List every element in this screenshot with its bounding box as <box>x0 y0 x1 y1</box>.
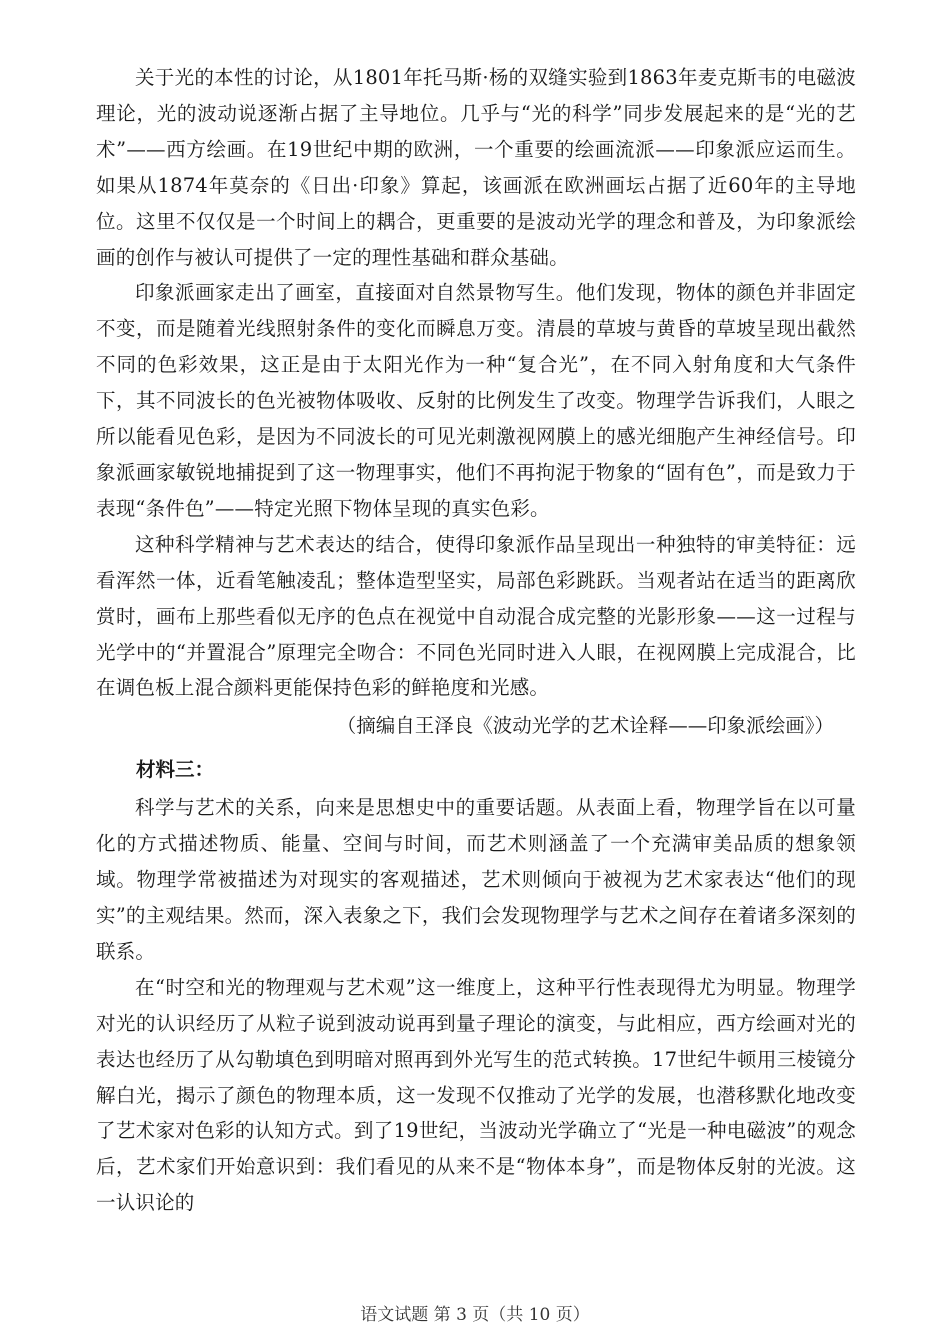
page-footer: 语文试题 第 3 页（共 10 页） <box>360 1305 590 1325</box>
paragraph-1: 关于光的本性的讨论，从1801年托马斯·杨的双缝实验到1863年麦克斯韦的电磁波理论，光的波动说逐渐占据了主导地位。几乎与“光的科学”同步发展起来的是“光的艺术”——西方绘画。在19世纪中期的欧洲，一个重要的绘画流派——印象派应运而生。如果从1874年莫奈的《日出·印象》算起，该画派在欧洲画坛占据了近60年的主导地位。这里不仅仅是一个时间上的耦合，更重要的是波动光学的理念和普及，为印象派绘画的创作与被认可提供了一定的理性基础和群众基础。 <box>96 66 856 269</box>
document-page <box>96 60 856 1221</box>
source-citation: （摘编自王泽良《波动光学的艺术诠释——印象派绘画》） <box>336 714 834 738</box>
scan-mark <box>130 40 200 48</box>
paragraph-2: 印象派画家走出了画室，直接面对自然景物写生。他们发现，物体的颜色并非固定不变，而是随着光线照射条件的变化而瞬息万变。清晨的草坡与黄昏的草坡呈现出截然不同的色彩效果，这正是由于太阳光作为一种“复合光”，在不同入射角度和大气条件下，其不同波长的色光被物体吸收、反射的比例发生了改变。物理学告诉我们，人眼之所以能看见色彩，是因为不同波长的可见光刺激视网膜上的感光细胞产生神经信号。印象派画家敏锐地捕捉到了这一物理事实，他们不再拘泥于物象的“固有色”，而是致力于表现“条件色”——特定光照下物体呈现的真实色彩。 <box>96 281 856 520</box>
paragraph-4: 科学与艺术的关系，向来是思想史中的重要话题。从表面上看，物理学旨在以可量化的方式描述物质、能量、空间与时间，而艺术则涵盖了一个充满审美品质的想象领域。物理学常被描述为对现实的客观描述，艺术则倾向于被视为艺术家表达“他们的现实”的主观结果。然而，深入表象之下，我们会发现物理学与艺术之间存在着诸多深刻的联系。 <box>96 796 856 963</box>
paragraph-5: 在“时空和光的物理观与艺术观”这一维度上，这种平行性表现得尤为明显。物理学对光的认识经历了从粒子说到波动说再到量子理论的演变，与此相应，西方绘画对光的表达也经历了从勾勒填色到明暗对照再到外光写生的范式转换。17世纪牛顿用三棱镜分解白光，揭示了颜色的物理本质，这一发现不仅推动了光学的发展，也潜移默化地改变了艺术家对色彩的认知方式。到了19世纪，当波动光学确立了“光是一种电磁波”的观念后，艺术家们开始意识到：我们看见的从来不是“物体本身”，而是物体反射的光波。这一认识论的 <box>96 975 856 1215</box>
material-three-heading: 材料三： <box>136 758 215 782</box>
paragraph-3: 这种科学精神与艺术表达的结合，使得印象派作品呈现出一种独特的审美特征：远看浑然一体，近看笔触凌乱；整体造型坚实，局部色彩跳跃。当观者站在适当的距离欣赏时，画布上那些看似无序的色点在视觉中自动混合成完整的光影形象——这一过程与光学中的“并置混合”原理完全吻合：不同色光同时进入人眼，在视网膜上完成混合，比在调色板上混合颜料更能保持色彩的鲜艳度和光感。 <box>96 532 856 700</box>
